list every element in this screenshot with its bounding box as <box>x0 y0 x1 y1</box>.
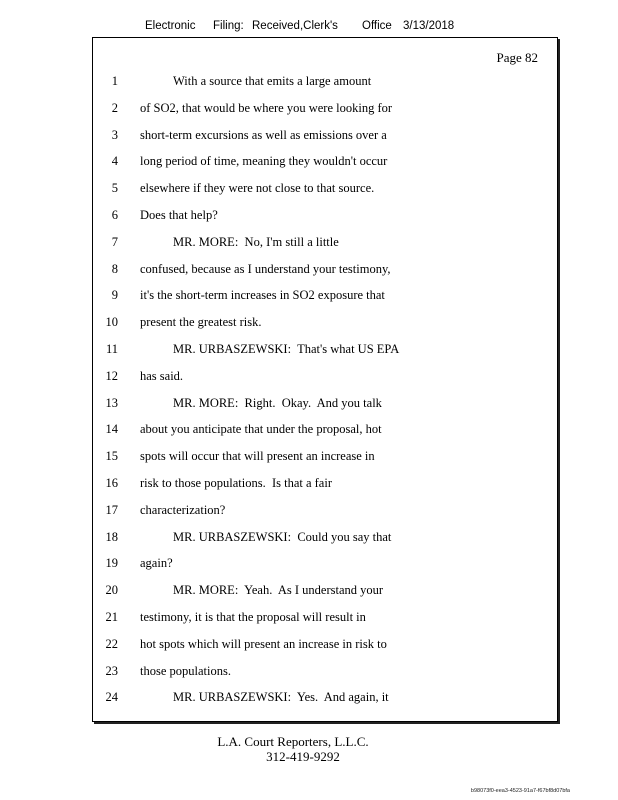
line-text: long period of time, meaning they wouldn't occur <box>140 154 388 169</box>
line-text: has said. <box>140 368 184 383</box>
line-number: 16 <box>105 475 118 490</box>
line-number: 3 <box>111 127 118 142</box>
line-number: 23 <box>105 663 118 678</box>
transcript-line <box>93 205 557 232</box>
transcript-line <box>93 553 557 580</box>
filing-stamp-received: Received,Clerk's <box>252 20 338 32</box>
line-text: MR. URBASZEWSKI: That's what US EPA <box>173 341 400 356</box>
line-number: 7 <box>111 234 118 249</box>
line-number: 13 <box>105 395 118 410</box>
line-text: about you anticipate that under the proposal, hot <box>140 422 382 437</box>
line-text: spots will occur that will present an increase in <box>140 449 375 464</box>
transcript-line <box>93 71 557 98</box>
transcript-line <box>93 500 557 527</box>
filing-stamp-label: Electronic <box>145 20 196 32</box>
line-text: confused, because as I understand your testimony, <box>140 261 391 276</box>
line-number: 12 <box>105 368 118 383</box>
transcript-line <box>93 419 557 446</box>
transcript-line <box>93 125 557 152</box>
transcript-lines <box>93 71 557 714</box>
line-text: MR. MORE: No, I'm still a little <box>173 234 339 249</box>
line-number: 15 <box>105 449 118 464</box>
line-text: of SO2, that would be where you were looking for <box>140 100 393 115</box>
filing-stamp <box>0 20 618 36</box>
line-number: 21 <box>105 609 118 624</box>
line-text: hot spots which will present an increase in risk to <box>140 636 387 651</box>
transcript-line <box>93 178 557 205</box>
line-number: 4 <box>111 154 118 169</box>
transcript-line <box>93 393 557 420</box>
transcript-line <box>93 634 557 661</box>
line-number: 22 <box>105 636 118 651</box>
line-text: characterization? <box>140 502 226 517</box>
line-text: those populations. <box>140 663 231 678</box>
line-text: With a source that emits a large amount <box>173 74 372 88</box>
line-number: 9 <box>111 288 118 303</box>
line-text: Does that help? <box>140 207 218 222</box>
transcript-line <box>93 98 557 125</box>
transcript-line <box>93 473 557 500</box>
filing-stamp-filing: Filing: <box>213 20 244 32</box>
filing-stamp-office: Office <box>362 20 392 32</box>
line-text: it's the short-term increases in SO2 exposure that <box>140 288 385 303</box>
transcript-line <box>93 232 557 259</box>
filing-stamp-date: 3/13/2018 <box>403 20 455 32</box>
line-number: 10 <box>105 315 118 330</box>
line-text: MR. MORE: Right. Okay. And you talk <box>173 395 382 410</box>
line-number: 1 <box>111 74 118 88</box>
line-text: risk to those populations. Is that a fair <box>140 475 332 490</box>
transcript-line <box>93 446 557 473</box>
line-number: 24 <box>105 690 118 705</box>
line-number: 17 <box>105 502 118 517</box>
line-number: 19 <box>105 556 118 571</box>
line-number: 6 <box>111 207 118 222</box>
page-number: Page 82 <box>496 50 538 65</box>
line-number: 2 <box>111 100 118 115</box>
line-number: 18 <box>105 529 118 544</box>
line-number: 11 <box>105 341 118 356</box>
transcript-line <box>93 339 557 366</box>
document-hash: b98073f0-eea3-4523-91a7-f67bf8d07bfa <box>470 788 570 794</box>
line-text: MR. MORE: Yeah. As I understand your <box>173 583 384 598</box>
transcript-line <box>93 312 557 339</box>
line-number: 5 <box>111 181 118 196</box>
line-text: short-term excursions as well as emissions over a <box>140 127 387 142</box>
line-text: MR. URBASZEWSKI: Could you say that <box>173 529 392 544</box>
transcript-line <box>93 366 557 393</box>
transcript-line <box>93 580 557 607</box>
transcript-line <box>93 607 557 634</box>
line-text: MR. URBASZEWSKI: Yes. And again, it <box>173 690 389 705</box>
transcript-line <box>93 151 557 178</box>
court-reporter-name: L.A. Court Reporters, L.L.C. <box>217 734 369 749</box>
line-number: 14 <box>105 422 118 437</box>
transcript-line <box>93 285 557 312</box>
line-text: again? <box>140 556 173 571</box>
line-number: 8 <box>111 261 118 276</box>
transcript-line <box>93 687 557 714</box>
line-text: present the greatest risk. <box>140 315 262 330</box>
transcript-line <box>93 259 557 286</box>
transcript-page <box>92 37 558 722</box>
transcript-line <box>93 527 557 554</box>
line-text: testimony, it is that the proposal will result in <box>140 609 366 624</box>
line-number: 20 <box>105 583 118 598</box>
transcript-line <box>93 661 557 688</box>
court-reporter-phone: 312-419-9292 <box>266 749 340 764</box>
line-text: elsewhere if they were not close to that source. <box>140 181 375 196</box>
